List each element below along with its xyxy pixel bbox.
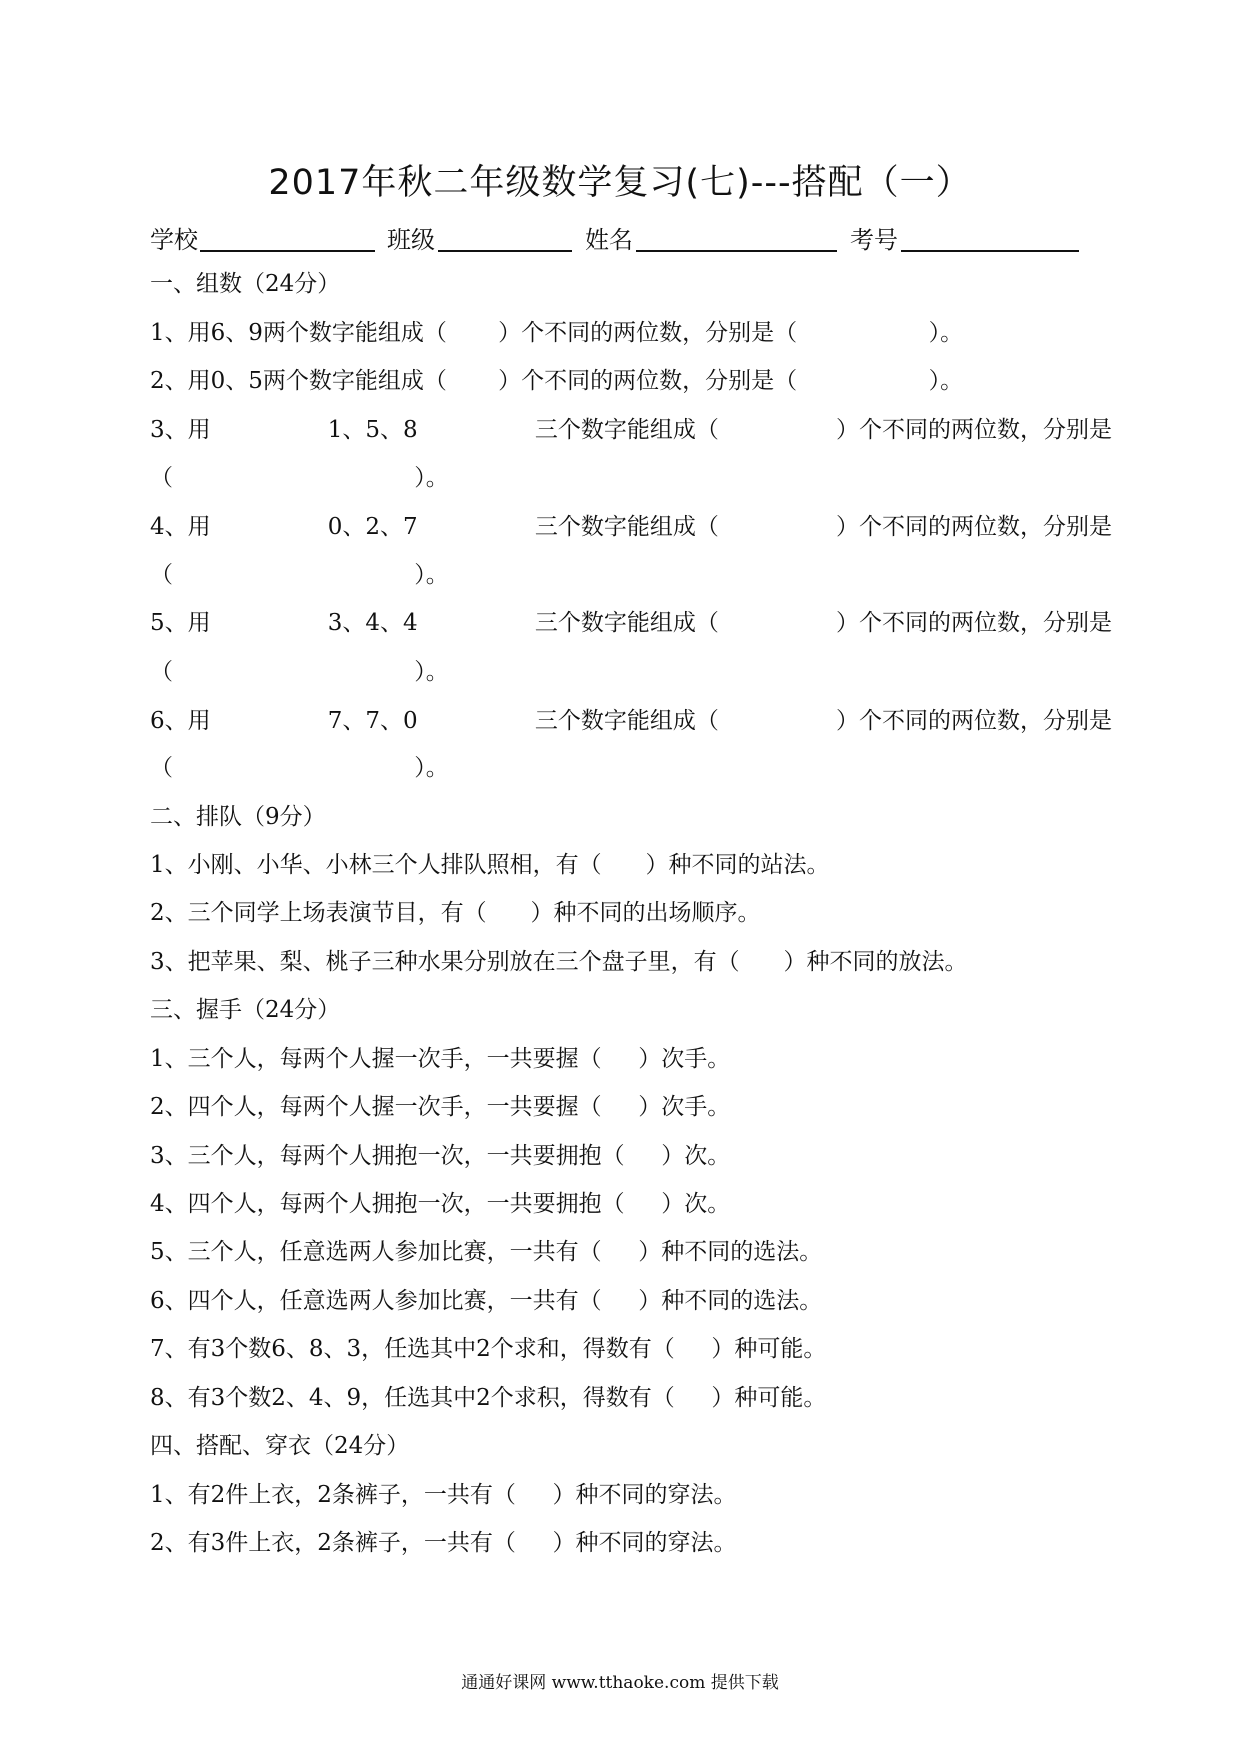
s3-question-6: 6、四个人，任意选两人参加比赛，一共有（ ）种不同的选法。 [150, 1288, 823, 1314]
q3-part-2: 1、5、8 [327, 417, 418, 443]
q4-part-1: 4、用 [150, 514, 211, 540]
q5-part-3: 三个数字能组成（ [534, 610, 719, 636]
s1-question-5 [150, 607, 1112, 639]
section-1-heading: 一、组数（24分） [150, 271, 341, 297]
s1-question-4 [150, 511, 1112, 543]
s1-question-3 [150, 414, 1112, 446]
s2-question-3: 3、把苹果、梨、桃子三种水果分别放在三个盘子里，有（ ）种不同的放法。 [150, 949, 968, 975]
exam-no-blank[interactable] [901, 250, 1079, 252]
s1-question-1: 1、用6、9两个数字能组成（ ）个不同的两位数，分别是（ ）。 [150, 320, 964, 346]
s1-question-4-cont: （ ）。 [150, 562, 449, 588]
q6-part-2: 7、7、0 [327, 708, 418, 734]
s3-question-7: 7、有3个数6、8、3，任选其中2个求和，得数有（ ）种可能。 [150, 1336, 827, 1362]
s3-question-4: 4、四个人，每两个人拥抱一次，一共要拥抱（ ）次。 [150, 1191, 731, 1217]
s2-question-2: 2、三个同学上场表演节目，有（ ）种不同的出场顺序。 [150, 900, 761, 926]
s1-question-5-cont: （ ）。 [150, 659, 449, 685]
s3-question-5: 5、三个人，任意选两人参加比赛，一共有（ ）种不同的选法。 [150, 1239, 823, 1265]
q3-part-4: ）个不同的两位数，分别是 [835, 417, 1112, 443]
exam-no-label: 考号 [850, 226, 898, 254]
s3-question-8: 8、有3个数2、4、9，任选其中2个求积，得数有（ ）种可能。 [150, 1385, 827, 1411]
school-label: 学校 [150, 226, 198, 254]
footer-source: 通通好课网 www.tthaoke.com 提供下载 [461, 1673, 779, 1693]
s3-question-3: 3、三个人，每两个人拥抱一次，一共要拥抱（ ）次。 [150, 1143, 731, 1169]
s3-question-1: 1、三个人，每两个人握一次手，一共要握（ ）次手。 [150, 1046, 731, 1072]
q4-part-4: ）个不同的两位数，分别是 [835, 514, 1112, 540]
school-blank[interactable] [200, 250, 375, 252]
class-label: 班级 [387, 226, 435, 254]
section-3-heading: 三、握手（24分） [150, 997, 341, 1023]
s1-question-2: 2、用0、5两个数字能组成（ ）个不同的两位数，分别是（ ）。 [150, 368, 964, 394]
page-title: 2017年秋二年级数学复习(七)---搭配（一） [268, 163, 972, 203]
s2-question-1: 1、小刚、小华、小林三个人排队照相，有（ ）种不同的站法。 [150, 852, 830, 878]
q5-part-1: 5、用 [150, 610, 211, 636]
name-blank[interactable] [636, 250, 837, 252]
q6-part-3: 三个数字能组成（ [534, 708, 719, 734]
q4-part-2: 0、2、7 [327, 514, 418, 540]
q6-part-1: 6、用 [150, 708, 211, 734]
s4-question-1: 1、有2件上衣，2条裤子，一共有（ ）种不同的穿法。 [150, 1482, 737, 1508]
s1-question-3-cont: （ ）。 [150, 465, 449, 491]
section-4-heading: 四、搭配、穿衣（24分） [150, 1433, 410, 1459]
s1-question-6-cont: （ ）。 [150, 755, 449, 781]
s1-question-6 [150, 705, 1112, 737]
name-label: 姓名 [585, 226, 633, 254]
q3-part-1: 3、用 [150, 417, 211, 443]
q4-part-3: 三个数字能组成（ [534, 514, 719, 540]
q5-part-4: ）个不同的两位数，分别是 [835, 610, 1112, 636]
q5-part-2: 3、4、4 [327, 610, 418, 636]
s3-question-2: 2、四个人，每两个人握一次手，一共要握（ ）次手。 [150, 1094, 731, 1120]
q6-part-4: ）个不同的两位数，分别是 [835, 708, 1112, 734]
section-2-heading: 二、排队（9分） [150, 804, 326, 830]
q3-part-3: 三个数字能组成（ [534, 417, 719, 443]
class-blank[interactable] [438, 250, 572, 252]
s4-question-2: 2、有3件上衣，2条裤子，一共有（ ）种不同的穿法。 [150, 1530, 737, 1556]
